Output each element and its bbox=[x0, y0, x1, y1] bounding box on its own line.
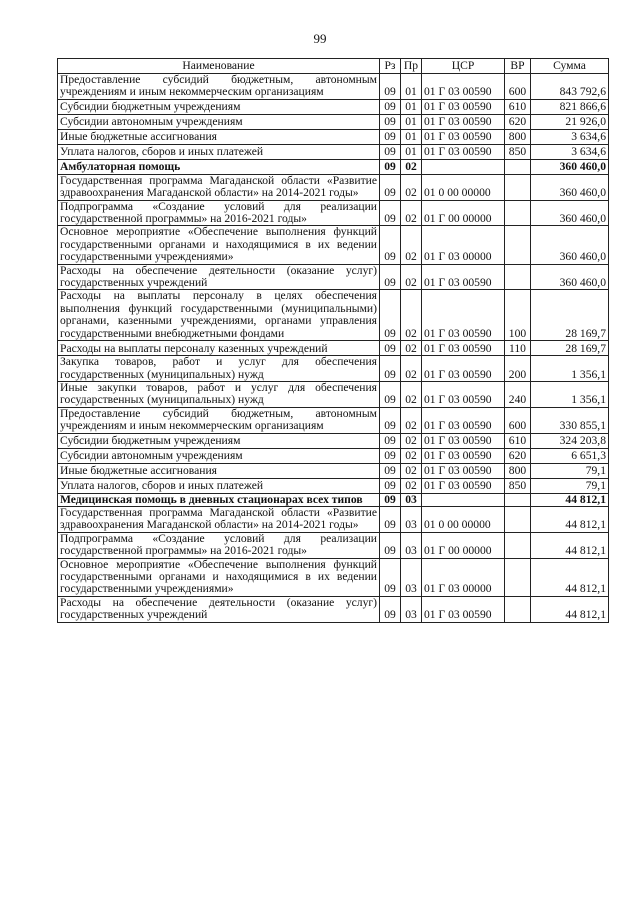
table-row bbox=[58, 200, 609, 226]
cell-csr: 01 Г 03 00590 bbox=[422, 478, 505, 493]
cell-sum: 1 356,1 bbox=[531, 356, 609, 382]
cell-name: Иные бюджетные ассигнования bbox=[58, 463, 380, 478]
cell-csr: 01 Г 03 00590 bbox=[422, 290, 505, 341]
cell-csr: 01 0 00 00000 bbox=[422, 506, 505, 532]
table-row bbox=[58, 407, 609, 433]
cell-sum: 360 460,0 bbox=[531, 226, 609, 264]
cell-sum: 28 169,7 bbox=[531, 341, 609, 356]
header-rz: Рз bbox=[380, 59, 401, 74]
cell-name: Субсидии бюджетным учреждениям bbox=[58, 99, 380, 114]
cell-vr bbox=[505, 532, 531, 558]
table-row bbox=[58, 532, 609, 558]
cell-rz: 09 bbox=[380, 596, 401, 622]
table-row bbox=[58, 506, 609, 532]
cell-pr: 03 bbox=[401, 558, 422, 596]
cell-name: Уплата налогов, сборов и иных платежей bbox=[58, 144, 380, 159]
cell-vr bbox=[505, 159, 531, 174]
header-vr: ВР bbox=[505, 59, 531, 74]
cell-pr: 01 bbox=[401, 74, 422, 100]
cell-vr bbox=[505, 506, 531, 532]
table-row bbox=[58, 356, 609, 382]
cell-name: Расходы на выплаты персоналу казенных учреждений bbox=[58, 341, 380, 356]
cell-pr: 02 bbox=[401, 290, 422, 341]
cell-csr bbox=[422, 493, 505, 506]
cell-csr: 01 Г 03 00590 bbox=[422, 381, 505, 407]
cell-vr: 610 bbox=[505, 99, 531, 114]
cell-vr bbox=[505, 596, 531, 622]
table-row bbox=[58, 558, 609, 596]
cell-csr: 01 Г 03 00590 bbox=[422, 99, 505, 114]
cell-csr: 01 Г 03 00590 bbox=[422, 114, 505, 129]
cell-name: Субсидии автономным учреждениям bbox=[58, 114, 380, 129]
table-row bbox=[58, 448, 609, 463]
cell-pr: 03 bbox=[401, 506, 422, 532]
table-row bbox=[58, 264, 609, 290]
cell-vr: 600 bbox=[505, 74, 531, 100]
cell-pr: 02 bbox=[401, 226, 422, 264]
cell-pr: 02 bbox=[401, 448, 422, 463]
cell-sum: 3 634,6 bbox=[531, 144, 609, 159]
cell-pr: 02 bbox=[401, 463, 422, 478]
table-row bbox=[58, 433, 609, 448]
table-row bbox=[58, 174, 609, 200]
cell-name: Основное мероприятие «Обеспечение выполнения функций государственными органами и находящимися в их ведении государственными учреждениями» bbox=[58, 226, 380, 264]
cell-pr: 01 bbox=[401, 99, 422, 114]
cell-rz: 09 bbox=[380, 356, 401, 382]
cell-rz: 09 bbox=[380, 144, 401, 159]
cell-vr: 200 bbox=[505, 356, 531, 382]
table-row bbox=[58, 129, 609, 144]
cell-rz: 09 bbox=[380, 506, 401, 532]
cell-vr: 610 bbox=[505, 433, 531, 448]
cell-name: Предоставление субсидий бюджетным, автономным учреждениям и иным некоммерческим организациям bbox=[58, 74, 380, 100]
cell-rz: 09 bbox=[380, 463, 401, 478]
cell-name: Основное мероприятие «Обеспечение выполнения функций государственными органами и находящимися в их ведении государственными учреждениями» bbox=[58, 558, 380, 596]
table-row bbox=[58, 290, 609, 341]
cell-rz: 09 bbox=[380, 532, 401, 558]
cell-vr: 850 bbox=[505, 478, 531, 493]
table-header bbox=[58, 59, 609, 74]
cell-csr: 01 Г 03 00590 bbox=[422, 144, 505, 159]
cell-rz: 09 bbox=[380, 99, 401, 114]
cell-csr: 01 Г 03 00000 bbox=[422, 226, 505, 264]
cell-csr: 01 Г 03 00590 bbox=[422, 129, 505, 144]
cell-name: Медицинская помощь в дневных стационарах всех типов bbox=[58, 493, 380, 506]
cell-vr: 620 bbox=[505, 448, 531, 463]
cell-vr: 620 bbox=[505, 114, 531, 129]
cell-csr: 01 Г 03 00590 bbox=[422, 448, 505, 463]
table-row bbox=[58, 114, 609, 129]
cell-csr: 01 Г 03 00590 bbox=[422, 463, 505, 478]
table-row bbox=[58, 463, 609, 478]
table-row bbox=[58, 596, 609, 622]
cell-name: Уплата налогов, сборов и иных платежей bbox=[58, 478, 380, 493]
cell-sum: 44 812,1 bbox=[531, 532, 609, 558]
cell-name: Субсидии автономным учреждениям bbox=[58, 448, 380, 463]
header-name: Наименование bbox=[58, 59, 380, 74]
cell-sum: 79,1 bbox=[531, 463, 609, 478]
cell-pr: 02 bbox=[401, 407, 422, 433]
header-sum: Сумма bbox=[531, 59, 609, 74]
table-row bbox=[58, 159, 609, 174]
table-row bbox=[58, 99, 609, 114]
cell-sum: 28 169,7 bbox=[531, 290, 609, 341]
cell-csr: 01 0 00 00000 bbox=[422, 174, 505, 200]
cell-pr: 01 bbox=[401, 114, 422, 129]
cell-vr: 110 bbox=[505, 341, 531, 356]
cell-csr: 01 Г 00 00000 bbox=[422, 200, 505, 226]
header-pr: Пр bbox=[401, 59, 422, 74]
cell-rz: 09 bbox=[380, 407, 401, 433]
cell-sum: 3 634,6 bbox=[531, 129, 609, 144]
cell-vr bbox=[505, 264, 531, 290]
cell-name: Иные бюджетные ассигнования bbox=[58, 129, 380, 144]
cell-vr: 100 bbox=[505, 290, 531, 341]
table-body bbox=[58, 74, 609, 623]
cell-rz: 09 bbox=[380, 264, 401, 290]
cell-vr: 800 bbox=[505, 463, 531, 478]
cell-csr: 01 Г 03 00590 bbox=[422, 341, 505, 356]
cell-rz: 09 bbox=[380, 174, 401, 200]
cell-rz: 09 bbox=[380, 129, 401, 144]
cell-name: Закупка товаров, работ и услуг для обеспечения государственных (муниципальных) нужд bbox=[58, 356, 380, 382]
cell-pr: 03 bbox=[401, 532, 422, 558]
table-row bbox=[58, 381, 609, 407]
cell-name: Расходы на обеспечение деятельности (оказание услуг) государственных учреждений bbox=[58, 596, 380, 622]
page-number: 99 bbox=[313, 31, 327, 46]
cell-sum: 821 866,6 bbox=[531, 99, 609, 114]
table-row bbox=[58, 478, 609, 493]
cell-rz: 09 bbox=[380, 74, 401, 100]
cell-sum: 843 792,6 bbox=[531, 74, 609, 100]
cell-sum: 44 812,1 bbox=[531, 506, 609, 532]
cell-sum: 1 356,1 bbox=[531, 381, 609, 407]
budget-table bbox=[57, 58, 609, 623]
cell-pr: 02 bbox=[401, 433, 422, 448]
cell-sum: 324 203,8 bbox=[531, 433, 609, 448]
cell-name: Субсидии бюджетным учреждениям bbox=[58, 433, 380, 448]
table-row bbox=[58, 144, 609, 159]
cell-csr: 01 Г 03 00590 bbox=[422, 407, 505, 433]
cell-sum: 6 651,3 bbox=[531, 448, 609, 463]
table-row bbox=[58, 493, 609, 506]
cell-pr: 02 bbox=[401, 264, 422, 290]
cell-pr: 03 bbox=[401, 493, 422, 506]
cell-sum: 21 926,0 bbox=[531, 114, 609, 129]
cell-rz: 09 bbox=[380, 558, 401, 596]
table-row bbox=[58, 226, 609, 264]
cell-sum: 44 812,1 bbox=[531, 596, 609, 622]
cell-rz: 09 bbox=[380, 341, 401, 356]
cell-name: Государственная программа Магаданской области «Развитие здравоохранения Магаданской области» на 2014-2021 годы» bbox=[58, 506, 380, 532]
cell-sum: 360 460,0 bbox=[531, 159, 609, 174]
cell-name: Подпрограмма «Создание условий для реализации государственной программы» на 2016-2021 годы» bbox=[58, 200, 380, 226]
cell-pr: 02 bbox=[401, 381, 422, 407]
cell-pr: 02 bbox=[401, 174, 422, 200]
header-csr: ЦСР bbox=[422, 59, 505, 74]
cell-rz: 09 bbox=[380, 159, 401, 174]
cell-csr: 01 Г 00 00000 bbox=[422, 532, 505, 558]
cell-vr: 800 bbox=[505, 129, 531, 144]
cell-csr: 01 Г 03 00590 bbox=[422, 596, 505, 622]
cell-rz: 09 bbox=[380, 290, 401, 341]
cell-sum: 360 460,0 bbox=[531, 264, 609, 290]
cell-sum: 44 812,1 bbox=[531, 493, 609, 506]
cell-vr bbox=[505, 174, 531, 200]
cell-rz: 09 bbox=[380, 448, 401, 463]
cell-rz: 09 bbox=[380, 381, 401, 407]
cell-vr: 850 bbox=[505, 144, 531, 159]
cell-name: Государственная программа Магаданской области «Развитие здравоохранения Магаданской области» на 2014-2021 годы» bbox=[58, 174, 380, 200]
cell-pr: 01 bbox=[401, 129, 422, 144]
cell-csr: 01 Г 03 00590 bbox=[422, 264, 505, 290]
cell-sum: 360 460,0 bbox=[531, 174, 609, 200]
cell-csr bbox=[422, 159, 505, 174]
cell-csr: 01 Г 03 00590 bbox=[422, 356, 505, 382]
cell-rz: 09 bbox=[380, 226, 401, 264]
cell-rz: 09 bbox=[380, 114, 401, 129]
cell-pr: 03 bbox=[401, 596, 422, 622]
cell-vr bbox=[505, 558, 531, 596]
cell-vr bbox=[505, 200, 531, 226]
cell-vr bbox=[505, 226, 531, 264]
cell-pr: 02 bbox=[401, 356, 422, 382]
table-row bbox=[58, 341, 609, 356]
cell-name: Предоставление субсидий бюджетным, автономным учреждениям и иным некоммерческим организациям bbox=[58, 407, 380, 433]
cell-vr: 600 bbox=[505, 407, 531, 433]
cell-sum: 360 460,0 bbox=[531, 200, 609, 226]
cell-rz: 09 bbox=[380, 493, 401, 506]
cell-pr: 02 bbox=[401, 159, 422, 174]
cell-csr: 01 Г 03 00590 bbox=[422, 74, 505, 100]
table-row bbox=[58, 74, 609, 100]
cell-name: Иные закупки товаров, работ и услуг для обеспечения государственных (муниципальных) нужд bbox=[58, 381, 380, 407]
cell-pr: 02 bbox=[401, 200, 422, 226]
cell-rz: 09 bbox=[380, 200, 401, 226]
cell-vr: 240 bbox=[505, 381, 531, 407]
cell-pr: 01 bbox=[401, 144, 422, 159]
cell-csr: 01 Г 03 00000 bbox=[422, 558, 505, 596]
cell-rz: 09 bbox=[380, 478, 401, 493]
cell-sum: 330 855,1 bbox=[531, 407, 609, 433]
cell-name: Расходы на обеспечение деятельности (оказание услуг) государственных учреждений bbox=[58, 264, 380, 290]
cell-csr: 01 Г 03 00590 bbox=[422, 433, 505, 448]
cell-pr: 02 bbox=[401, 478, 422, 493]
cell-rz: 09 bbox=[380, 433, 401, 448]
cell-name: Расходы на выплаты персоналу в целях обеспечения выполнения функций государственными (муниципальными) органами, казенными учреждениями, органами управления государственными внебюджетными фондами bbox=[58, 290, 380, 341]
cell-name: Амбулаторная помощь bbox=[58, 159, 380, 174]
cell-name: Подпрограмма «Создание условий для реализации государственной программы» на 2016-2021 годы» bbox=[58, 532, 380, 558]
cell-sum: 79,1 bbox=[531, 478, 609, 493]
cell-pr: 02 bbox=[401, 341, 422, 356]
cell-sum: 44 812,1 bbox=[531, 558, 609, 596]
cell-vr bbox=[505, 493, 531, 506]
